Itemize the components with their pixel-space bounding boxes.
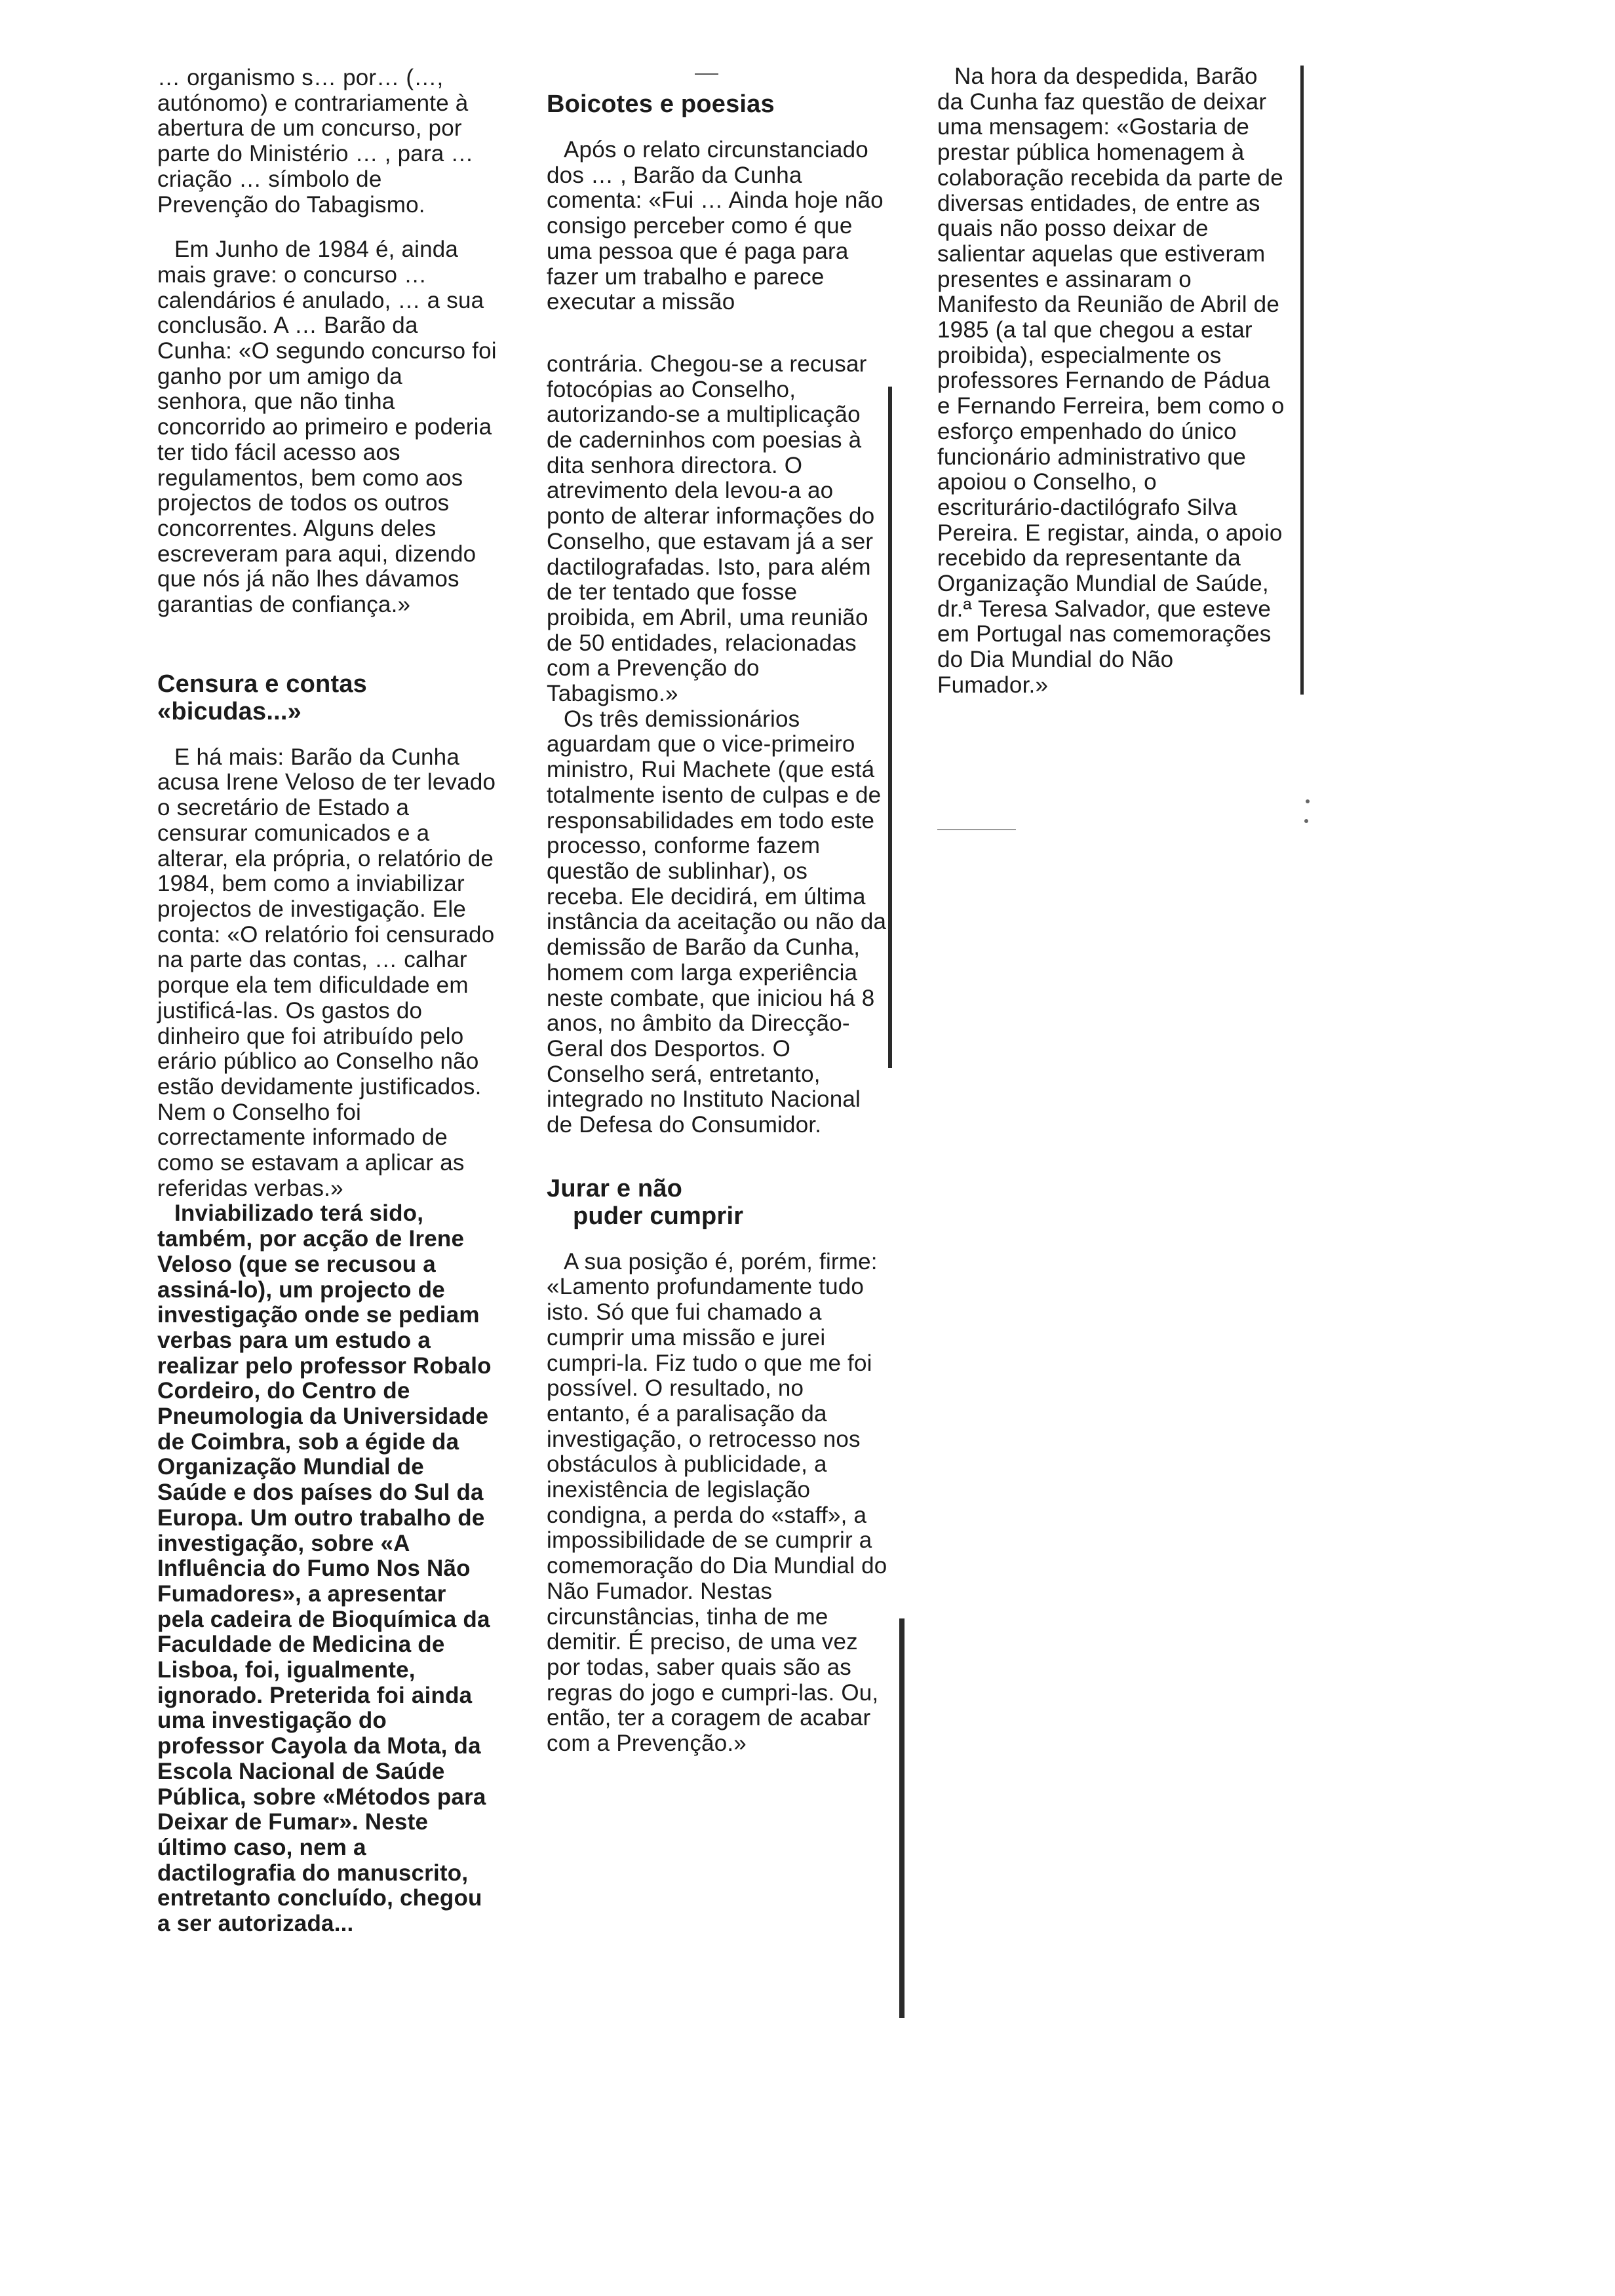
- column-rule-3: [1300, 66, 1304, 695]
- column-rule-2: [888, 387, 892, 1068]
- col1-paragraph-1: … organismo s… por… (…, autónomo) e contrariamente à abertura de um concurso, por parte do Ministério … , para … criação … símbolo de Prevenção do Tabagismo.: [157, 65, 474, 218]
- article-column-3: [937, 64, 1286, 698]
- col2-paragraph-2: contrária. Chegou-se a recusar fotocópias ao Conselho, autorizando-se a multiplicação de caderninhos com poesias à dita senhora directora. O atrevimento dela levou-a ao ponto de alterar informações do Conselho, que estavam já a ser dactilografadas. Isto, para além de ter tentado que fosse proibida, em Abril, uma reunião de 50 entidades, relacionadas com a Prevenção do Tabagismo.»: [547, 351, 875, 707]
- col1-paragraph-4: Inviabilizado terá sido, também, por acção de Irene Veloso (que se recusou a assiná-lo), um projecto de investigação onde se pediam verbas para um estudo a realizar pelo professor Robalo Cordeiro, do Centro de Pneumologia da Universidade de Coimbra, sob a égide da Organização Mundial de Saúde e dos países do Sul da Europa. Um outro trabalho de investigação, sobre «A Influência do Fumo Nos Não Fumadores», a apresentar pela cadeira de Bioquímica da Faculdade de Medicina de Lisboa, foi, igualmente, ignorado. Preterida foi ainda uma investigação do professor Cayola da Mota, da Escola Nacional de Saúde Pública, sobre «Métodos para Deixar de Fumar». Neste último caso, nem a dactilografia do manuscrito, entretanto concluído, chegou a ser autorizada...: [157, 1200, 492, 1937]
- column-rule-2-lower: [899, 1618, 905, 2018]
- col3-paragraph-1: Na hora da despedida, Barão da Cunha faz questão de deixar uma mensagem: «Gostaria de prestar pública homenagem à colaboração recebida da parte de diversas entidades, de entre as quais não posso deixar de salientar aquelas que estiveram presentes e assinaram o Manifesto da Reunião de Abril de 1985 (a tal que chegou a estar proibida), especialmente os professores Fernando de Pádua e Fernando Ferreira, bem como o esforço empenhado do único funcionário administrativo que apoiou o Conselho, o escriturário-dactilógrafo Silva Pereira. E registar, ainda, o apoio recebido da representante da Organização Mundial de Saúde, dr.ª Teresa Salvador, que esteve em Portugal nas comemorações do Dia Mundial do Não Fumador.»: [937, 64, 1285, 698]
- col1-paragraph-3: E há mais: Barão da Cunha acusa Irene Veloso de ter levado o secretário de Estado a censurar comunicados e a alterar, ela própria, o relatório de 1984, bem como a inviabilizar projectos de investigação. Ele conta: «O relatório foi censurado na parte das contas, … calhar porque ela tem dificuldade em justificá-las. Os gastos do dinheiro que foi atribuído pelo erário público ao Conselho não estão devidamente justificados. Nem o Conselho foi correctamente informado de como se estavam a aplicar as referidas verbas.»: [157, 744, 496, 1201]
- col2-paragraph-4: A sua posição é, porém, firme: «Lamento profundamente tudo isto. Só que fui chamado a cumprir uma missão e jurei cumpri-la. Fiz tudo o que me foi possível. O resultado, no entanto, é a paralisação da investigação, o retrocesso nos obstáculos à publicidade, a inexistência de legislação condigna, a perda do «staff», a impossibilidade de se cumprir a comemoração do Dia Mundial do Não Fumador. Nestas circunstâncias, tinha de me demitir. É preciso, de uma vez por todas, saber quais são as regras do jogo e cumpri-las. Ou, então, ter a coragem de acabar com a Prevenção.»: [547, 1248, 887, 1757]
- article-column-1: [157, 66, 498, 1937]
- scan-dash: [937, 829, 1016, 830]
- scan-speck: [1304, 819, 1308, 823]
- col2-subheading-jurar-line1: Jurar e não: [547, 1174, 683, 1202]
- col2-paragraph-3: Os três demissionários aguardam que o vice-primeiro ministro, Rui Machete (que está totalmente isento de culpas e de responsabilidades em todo este processo, conforme fazem questão de sublinhar), os receba. Ele decidirá, em última instância da aceitação ou não da demissão de Barão da Cunha, homem com larga experiência neste combate, que iniciou há 8 anos, no âmbito da Direcção-Geral dos Desportos. O Conselho será, entretanto, integrado no Instituto Nacional de Defesa do Consumidor.: [547, 706, 887, 1138]
- col2-subheading-boicotes: Boicotes e poesias: [547, 90, 775, 118]
- col2-subheading-jurar-line2: puder cumprir: [573, 1202, 744, 1230]
- col1-paragraph-2: Em Junho de 1984 é, ainda mais grave: o concurso … calendários é anulado, … a sua conclusão. A … Barão da Cunha: «O segundo concurso foi ganho por um amigo da senhora, que não tinha concorrido ao primeiro e poderia ter tido fácil acesso aos regulamentos, bem como aos projectos de todos os outros concorrentes. Alguns deles escreveram para aqui, dizendo que nós já não lhes dávamos garantias de confiança.»: [157, 237, 497, 618]
- col2-paragraph-1: Após o relato circunstanciado dos … , Barão da Cunha comenta: «Fui … Ainda hoje não consigo perceber como é que uma pessoa que é paga para fazer um trabalho e parece executar a missão: [547, 137, 884, 315]
- col1-subheading-censura: Censura e contas «bicudas...»: [157, 670, 367, 725]
- article-column-2: [547, 66, 887, 1757]
- scan-speck: [1306, 799, 1310, 803]
- scan-dash: [695, 73, 718, 75]
